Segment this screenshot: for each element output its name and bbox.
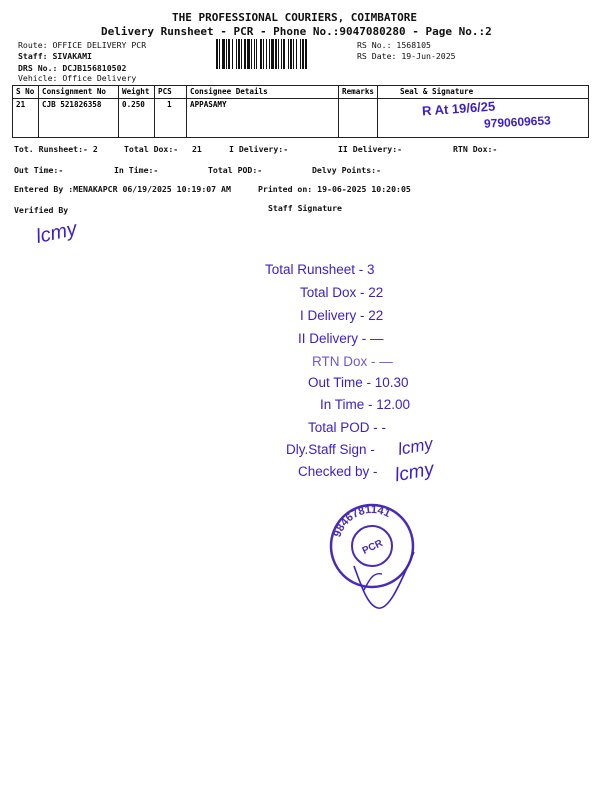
col-consignee: Consignee Details <box>187 86 339 99</box>
out-time: Out Time:- <box>14 165 64 175</box>
barcode-bar <box>260 39 262 69</box>
total-dox-value: 21 <box>192 144 202 154</box>
company-title: THE PROFESSIONAL COURIERS, COIMBATORE <box>172 11 418 24</box>
barcode-bar <box>293 39 294 69</box>
hw-total-runsheet: Total Runsheet - 3 <box>265 262 375 277</box>
barcode-bar <box>256 39 257 69</box>
col-sno: S No <box>13 86 39 99</box>
barcode-bar <box>302 39 304 69</box>
cell-pcs: 1 <box>155 99 187 138</box>
ii-delivery: II Delivery:- <box>338 144 403 154</box>
barcode-bar <box>271 39 274 69</box>
barcode-bar <box>283 39 285 69</box>
barcode-bar <box>216 39 218 69</box>
staff-signature: Staff Signature <box>268 203 342 213</box>
barcode <box>214 39 354 69</box>
seal-handwriting-1: R At 19/6/25 <box>421 98 496 119</box>
stamp-signature <box>348 548 420 612</box>
barcode-bar <box>300 39 301 69</box>
cell-weight: 0.250 <box>119 99 155 138</box>
delvy-points: Delvy Points:- <box>312 165 382 175</box>
stamp-center-text: PCR <box>360 537 385 557</box>
in-time: In Time:- <box>114 165 159 175</box>
i-delivery: I Delivery:- <box>229 144 289 154</box>
svg-text:9846781141 <box>331 504 392 539</box>
seal-handwriting-2: 9790609653 <box>483 113 552 131</box>
entered-by: Entered By :MENAKAPCR 06/19/2025 10:19:07 AM <box>14 184 231 194</box>
hw-total-dox: Total Dox - 22 <box>300 285 384 300</box>
col-pcs: PCS <box>155 86 187 99</box>
total-dox: Total Dox:- <box>124 144 179 154</box>
barcode-bar <box>241 39 242 69</box>
barcode-bar <box>278 39 279 69</box>
runsheet-subtitle: Delivery Runsheet - PCR - Phone No.:9047080280 - Page No.:2 <box>101 25 492 38</box>
runsheet-table <box>12 85 589 138</box>
barcode-bar <box>247 39 250 69</box>
barcode-bar <box>266 39 267 69</box>
hw-ii-delivery: II Delivery - — <box>298 331 384 346</box>
hw-dly-staff-sign: Dly.Staff Sign - <box>286 442 375 457</box>
cell-seal <box>378 99 589 138</box>
barcode-bar <box>305 39 307 69</box>
hw-i-delivery: I Delivery - 22 <box>300 308 384 323</box>
drs-number: DRS No.: DCJB156810502 <box>18 63 127 73</box>
barcode-bar <box>238 39 240 69</box>
verified-by: Verified By <box>14 205 69 215</box>
hw-total-pod: Total POD - - <box>308 420 387 435</box>
cell-consignee: APPASAMY <box>187 99 339 138</box>
col-consignment: Consignment No <box>39 86 119 99</box>
cell-remarks <box>339 99 378 138</box>
hw-dly-staff-initials: lcmy <box>396 434 435 459</box>
barcode-bar <box>219 39 220 69</box>
barcode-bar <box>236 39 237 69</box>
vehicle-label: Vehicle: Office Delivery <box>18 73 137 83</box>
barcode-bar <box>251 39 252 69</box>
cell-consignment: CJB 521826358 <box>39 99 119 138</box>
col-seal: Seal & Signature <box>378 86 589 99</box>
barcode-bar <box>263 39 264 69</box>
hw-checked-initials: lcmy <box>393 458 436 487</box>
route-label: Route: OFFICE DELIVERY PCR <box>18 40 147 50</box>
barcode-bar <box>275 39 277 69</box>
barcode-bar <box>228 39 230 69</box>
stamp-ring-text: 9846781141 <box>331 503 393 539</box>
staff-label: Staff: SIVAKAMI <box>18 51 92 61</box>
table-row <box>13 99 589 138</box>
rs-number: RS No.: 1568105 <box>357 40 431 50</box>
col-remarks: Remarks <box>339 86 378 99</box>
hw-rtn-dox: RTN Dox - — <box>312 354 393 369</box>
tot-runsheet: Tot. Runsheet:- 2 <box>14 144 98 154</box>
col-weight: Weight <box>119 86 155 99</box>
table-header-row <box>13 86 589 99</box>
barcode-bar <box>254 39 255 69</box>
total-pod: Total POD:- <box>208 165 263 175</box>
barcode-bar <box>281 39 282 69</box>
barcode-graphic <box>214 39 354 69</box>
hw-checked-by: Checked by - <box>298 464 378 479</box>
verified-initials: lcmy <box>34 217 79 249</box>
rs-date: RS Date: 19-Jun-2025 <box>357 51 456 61</box>
cell-sno: 21 <box>13 99 39 138</box>
barcode-bar <box>269 39 270 69</box>
hw-in-time: In Time - 12.00 <box>320 397 411 412</box>
barcode-bar <box>232 39 233 69</box>
barcode-bar <box>288 39 289 69</box>
barcode-bar <box>290 39 292 69</box>
barcode-bar <box>226 39 227 69</box>
printed-on: Printed on: 19-06-2025 10:20:05 <box>258 184 411 194</box>
rtn-dox: RTN Dox:- <box>453 144 498 154</box>
barcode-bar <box>222 39 225 69</box>
barcode-bar <box>244 39 246 69</box>
barcode-bar <box>296 39 297 69</box>
hw-out-time: Out Time - 10.30 <box>308 375 409 390</box>
